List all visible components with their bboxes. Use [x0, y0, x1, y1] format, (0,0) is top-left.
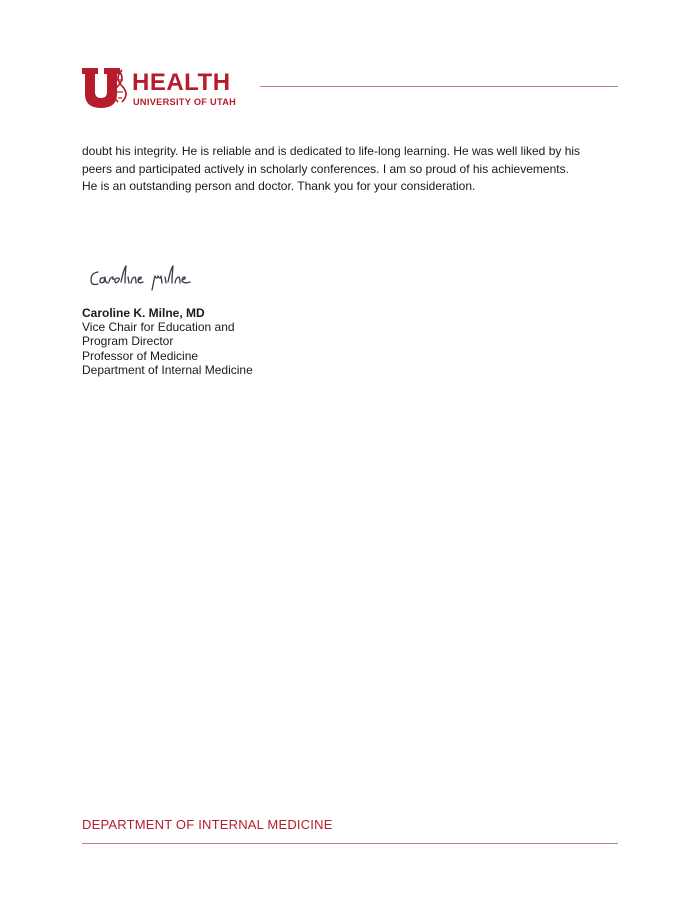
signer-block	[82, 306, 253, 377]
logo-wordmark: HEALTH	[132, 69, 231, 96]
u-logo-mark-icon	[82, 68, 128, 108]
signer-title: Professor of Medicine	[82, 348, 199, 363]
university-logo	[82, 68, 237, 108]
logo-subtitle: UNIVERSITY OF UTAH	[133, 97, 237, 107]
signer-title: Program Director	[82, 334, 174, 349]
handwritten-signature	[88, 262, 228, 294]
footer-divider	[82, 843, 618, 844]
body-line: doubt his integrity. He is reliable and is dedicated to life-long learning. He was well liked by his	[82, 144, 581, 158]
signer-title: Vice Chair for Education and	[82, 320, 235, 335]
letter-body	[82, 143, 622, 196]
header-divider	[260, 86, 618, 87]
body-line: peers and participated actively in scholarly conferences. I am so proud of his achievements.	[82, 161, 569, 176]
signer-name: Caroline K. Milne, MD	[82, 306, 205, 320]
footer-department: DEPARTMENT OF INTERNAL MEDICINE	[82, 817, 333, 832]
signer-department: Department of Internal Medicine	[82, 362, 253, 377]
body-line: He is an outstanding person and doctor. Thank you for your consideration.	[82, 179, 476, 193]
